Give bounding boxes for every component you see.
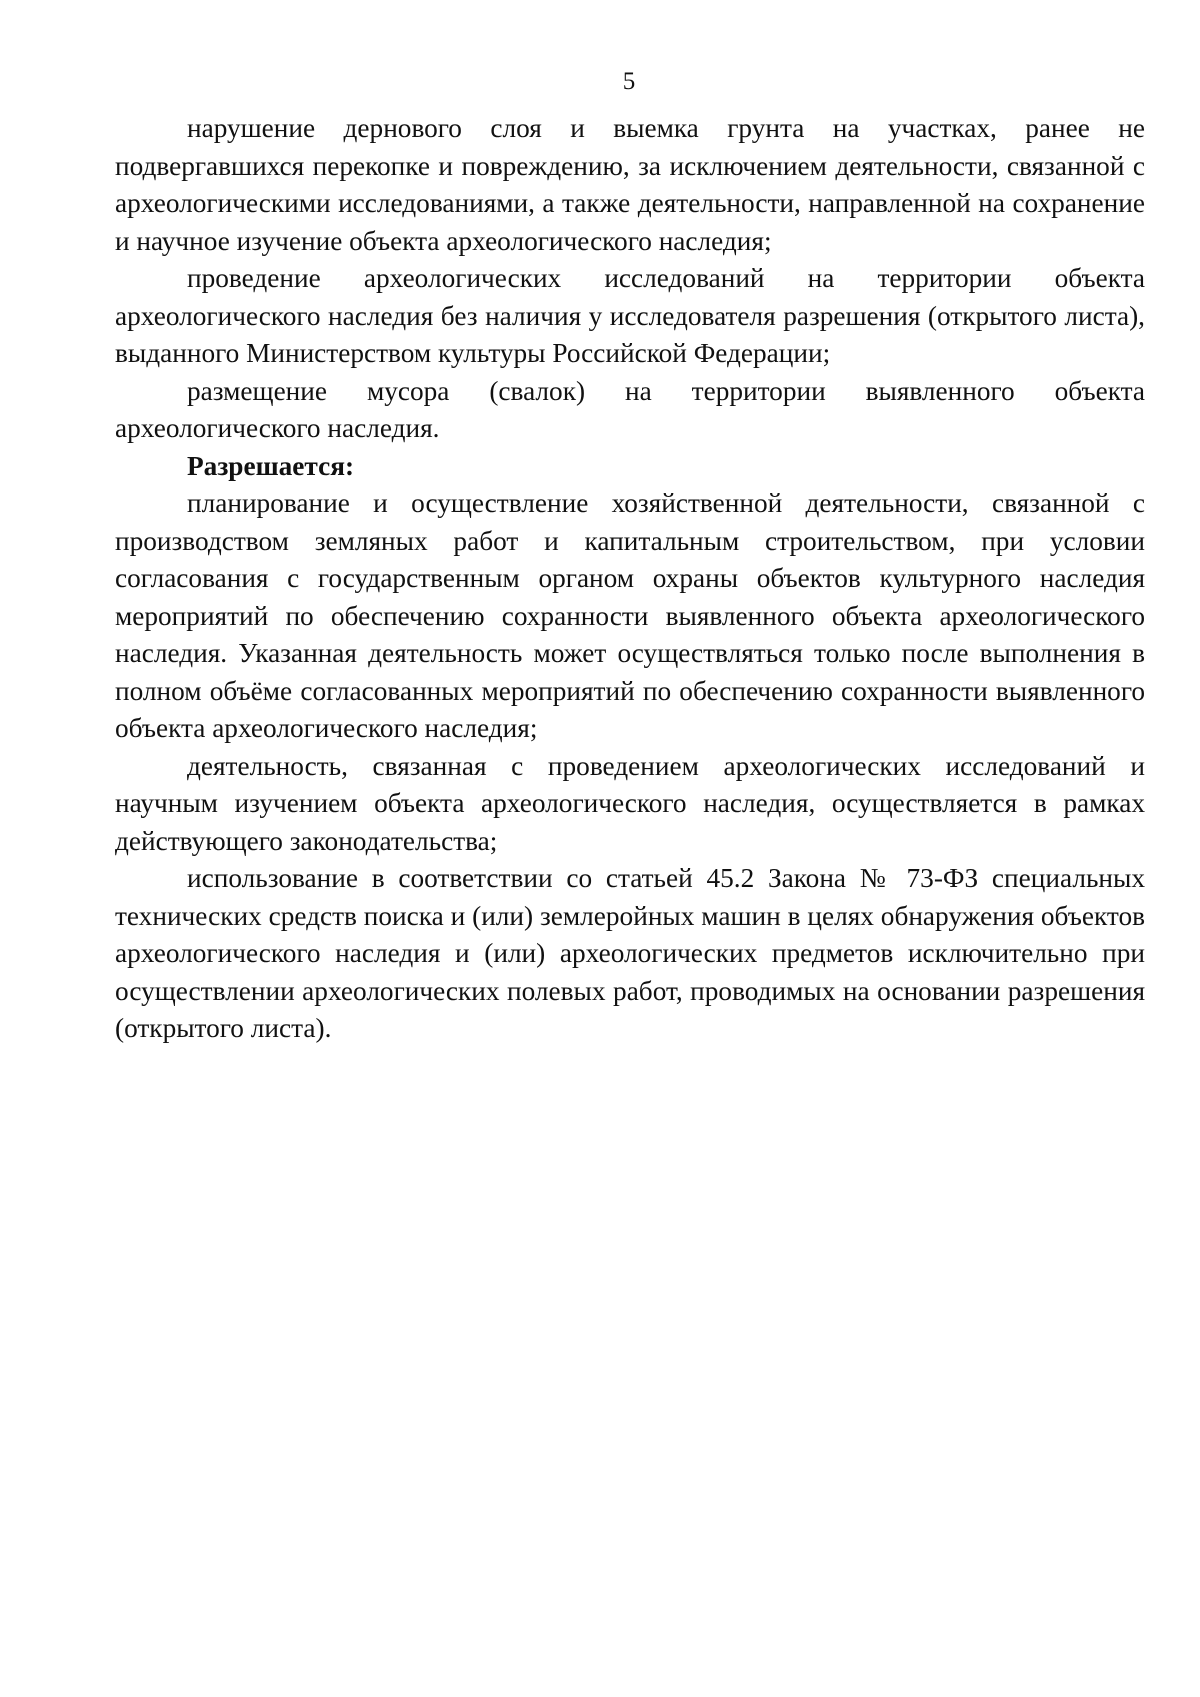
permitted-heading: Разрешается: xyxy=(187,450,355,481)
prohibited-item-digging: нарушение дернового слоя и выемка грунта на участках, ранее не подвергавшихся перекопке и повреждению, за исключением деятельности, связанной с археологическими исследованиями, а также деятельности, направленной на сохранение и научное изучение объекта археологического наследия; xyxy=(115,113,1145,256)
permitted-item-economic-activity: планирование и осуществление хозяйственной деятельности, связанной с производством земляных работ и капитальным строительством, при условии согласования с государственным органом охраны объектов культурного наследия мероприятий по обеспечению сохранности выявленного объекта археологического наследия. Указанная деятельность может осуществляться только после выполнения в полном объёме согласованных мероприятий по обеспечению сохранности выявленного объекта археологического наследия; xyxy=(115,488,1145,743)
prohibited-item-waste-dumping: размещение мусора (свалок) на территории выявленного объекта археологического наследия. xyxy=(115,375,1145,443)
page-number: 5 xyxy=(622,68,636,95)
document-body xyxy=(115,110,1145,1048)
permitted-item-research: деятельность, связанная с проведением археологических исследований и научным изучением объекта археологического наследия, осуществляется в рамках действующего законодательства; xyxy=(115,750,1145,856)
prohibited-item-research-without-permit: проведение археологических исследований на территории объекта археологического наследия без наличия у исследователя разрешения (открытого листа), выданного Министерством культуры Российской Федерации; xyxy=(115,263,1145,368)
permitted-item-technical-means: использование в соответствии со статьей 45.2 Закона № 73-ФЗ специальных технических средств поиска и (или) землеройных машин в целях обнаружения объектов археологического наследия и (или) археологических предметов исключительно при осуществлении археологических полевых работ, проводимых на основании разрешения (открытого листа). xyxy=(115,863,1145,1043)
